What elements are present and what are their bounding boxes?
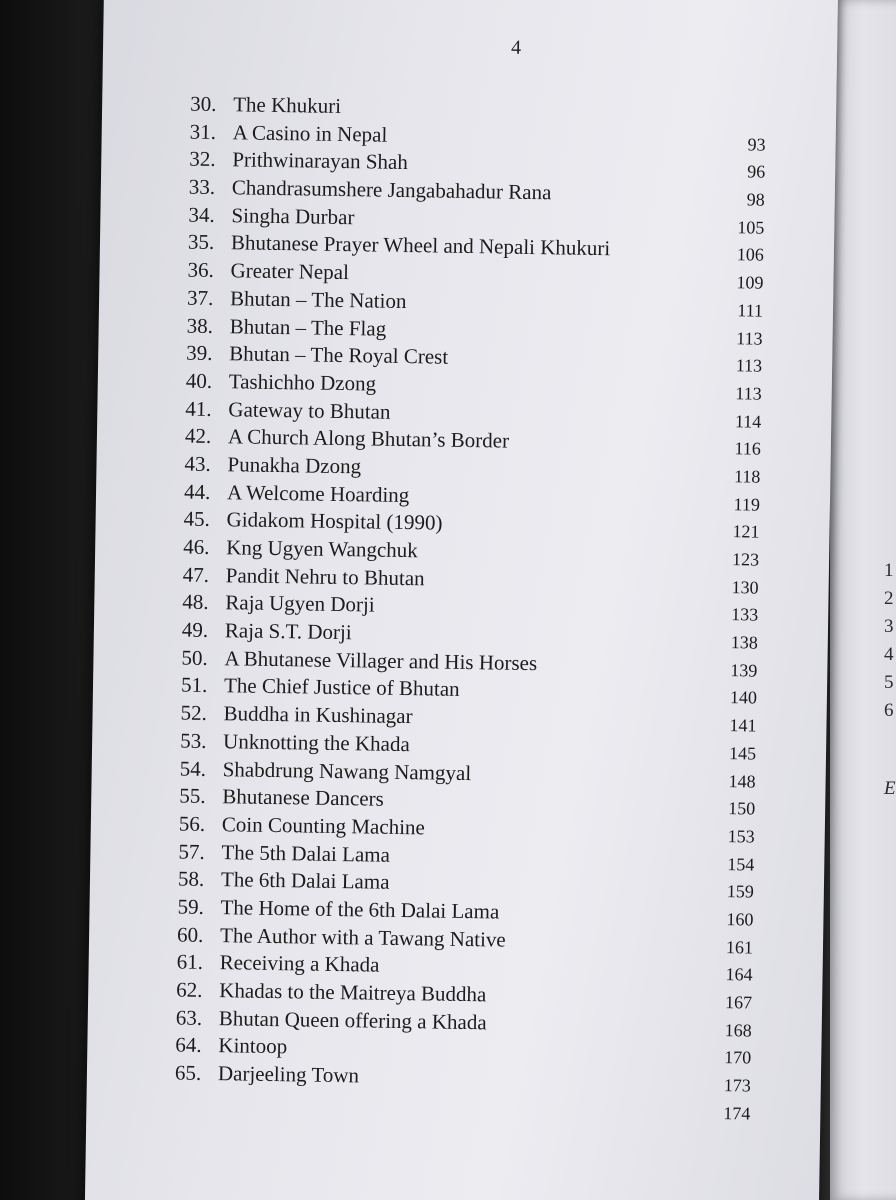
entry-page-number: 96 [747,161,766,183]
entry-page-number: 113 [736,327,763,349]
entry-page-number: 141 [729,715,757,736]
entry-number: 42. [184,423,212,449]
entry-number: 61. [176,949,204,975]
entry-number: 44. [183,479,211,504]
adjacent-page-glyph: 2 [884,588,894,609]
entry-page-number: 160 [726,909,754,930]
entry-title: Receiving a Khada [219,950,380,977]
entry-title: Bhutanese Prayer Wheel and Nepali Khukuri [230,230,611,261]
entry-title: Bhutan – The Nation [229,286,407,313]
entry-page-number: 170 [724,1047,752,1068]
entry-title: Punakha Dzong [227,452,362,479]
entry-number: 43. [184,451,211,476]
entry-title: Raja S.T. Dorji [224,618,352,645]
entry-page-number: 109 [736,272,764,293]
entry-number: 64. [175,1032,202,1058]
adjacent-page-glyph: E [884,778,896,799]
entry-number: 58. [177,866,205,892]
entry-title: A Church Along Bhutan’s Border [227,424,510,453]
entry-page-number: 159 [726,881,755,902]
entry-page-number: 113 [735,383,762,404]
entry-page-number: 150 [728,798,756,819]
entry-number: 47. [182,562,210,587]
entry-number: 33. [188,174,216,200]
entry-number: 36. [187,257,215,283]
entry-number: 65. [174,1060,202,1085]
entry-page-number: 154 [727,853,755,875]
entry-page-number: 118 [733,466,761,487]
entry-page-number: 98 [746,189,765,210]
entry-title: Kng Ugyen Wangchuk [226,535,418,563]
adjacent-page-glyph: 3 [884,616,894,637]
entry-title: Chandrasumshere Jangabahadur Rana [231,175,552,205]
entry-number: 56. [178,811,206,836]
entry-title: Buddha in Kushinagar [223,701,413,729]
entry-title: Gateway to Bhutan [228,396,391,424]
entry-title: The Chief Justice of Bhutan [223,673,460,702]
entry-number: 57. [178,839,205,864]
entry-number: 40. [185,368,213,393]
entry-number: 35. [187,230,215,255]
entry-title: Singha Durbar [231,203,355,229]
entry-title: Tashichho Dzong [228,369,377,396]
entry-page-number: 113 [735,355,763,376]
entry-page-number: 153 [727,826,755,847]
entry-title: Bhutanese Dancers [222,784,385,811]
entry-title: Shabdrung Nawang Namgyal [222,756,472,785]
entry-number: 37. [186,285,214,310]
entry-number: 50. [181,645,208,670]
entry-title: The 5th Dalai Lama [221,839,391,867]
entry-title: Unknotting the Khada [222,729,410,756]
entry-page-number: 173 [723,1075,751,1096]
entry-number: 52. [180,700,208,726]
entry-number: 62. [176,977,203,1002]
entry-title: The Home of the 6th Dalai Lama [220,895,500,924]
list-of-illustrations [174,92,790,1126]
entry-number: 60. [176,922,204,947]
entry-number: 45. [183,506,211,532]
entry-page-number: 119 [733,493,761,515]
entry-number: 55. [179,783,206,809]
entry-number: 30. [189,91,217,117]
entry-number: 51. [180,672,208,698]
entry-title: Pandit Nehru to Bhutan [225,562,425,591]
entry-title: The 6th Dalai Lama [220,867,390,895]
entry-number: 49. [181,617,209,643]
entry-title: A Welcome Hoarding [226,479,410,507]
entry-title: Greater Nepal [230,258,350,285]
entry-number: 59. [177,894,205,919]
entry-page-number: 161 [725,936,754,958]
adjacent-page [830,0,896,1200]
entry-title: Kintoop [218,1033,288,1059]
entry-page-number: 138 [730,632,758,653]
adjacent-page-glyph: 1 [884,560,894,581]
entry-page-number: 168 [724,1019,752,1041]
entry-number: 48. [182,589,209,615]
entry-page-number: 106 [736,244,765,266]
entry-title: The Author with a Tawang Native [219,922,506,952]
entry-number: 46. [183,534,210,559]
entry-title: Bhutan – The Royal Crest [229,341,449,369]
entry-number: 38. [186,313,214,338]
entry-title: Raja Ugyen Dorji [225,590,375,617]
entry-title: Khadas to the Maitreya Buddha [219,978,487,1007]
entry-title: Gidakom Hospital (1990) [226,507,443,535]
entry-page-number: 93 [747,134,766,155]
entry-page-number: 174 [723,1102,751,1124]
page-number: 4 [510,36,522,59]
entry-page-number: 148 [728,770,756,792]
entry-title: The Khukuri [232,92,342,118]
entry-number: 54. [179,756,207,781]
adjacent-page-glyph: 5 [884,672,894,693]
entry-number: 41. [185,396,212,421]
adjacent-page-glyph: 4 [884,644,894,665]
entry-number: 34. [188,202,215,227]
entry-title: Bhutan – The Flag [229,313,387,341]
adjacent-page-glyph: 6 [884,700,894,721]
entry-title: Prithwinarayan Shah [232,147,409,175]
entry-page-number: 140 [729,687,758,709]
entry-page-number: 133 [731,604,759,625]
entry-page-number: 123 [731,549,760,570]
entry-title: Coin Counting Machine [221,812,426,840]
book-page [85,0,838,1200]
entry-title: A Bhutanese Villager and His Horses [224,645,538,675]
entry-number: 32. [189,146,216,172]
entry-title: Bhutan Queen offering a Khada [218,1005,487,1035]
entry-page-number: 114 [734,410,762,432]
entry-page-number: 130 [731,576,759,598]
entry-number: 31. [189,119,217,144]
entry-page-number: 145 [728,742,757,764]
entry-page-number: 164 [725,964,753,985]
entry-number [174,1107,217,1108]
entry-number: 53. [179,728,207,753]
entry-number: 39. [186,340,213,366]
entry-page-number: 111 [737,300,764,321]
entry-title: Darjeeling Town [217,1061,360,1088]
entry-number: 63. [175,1005,203,1030]
entry-page-number: 121 [732,521,760,542]
entry-page-number: 105 [737,216,765,238]
entry-page-number: 167 [724,992,753,1013]
entry-title: A Casino in Nepal [232,119,388,147]
entry-page-number: 139 [730,659,758,681]
entry-page-number: 116 [734,438,761,459]
